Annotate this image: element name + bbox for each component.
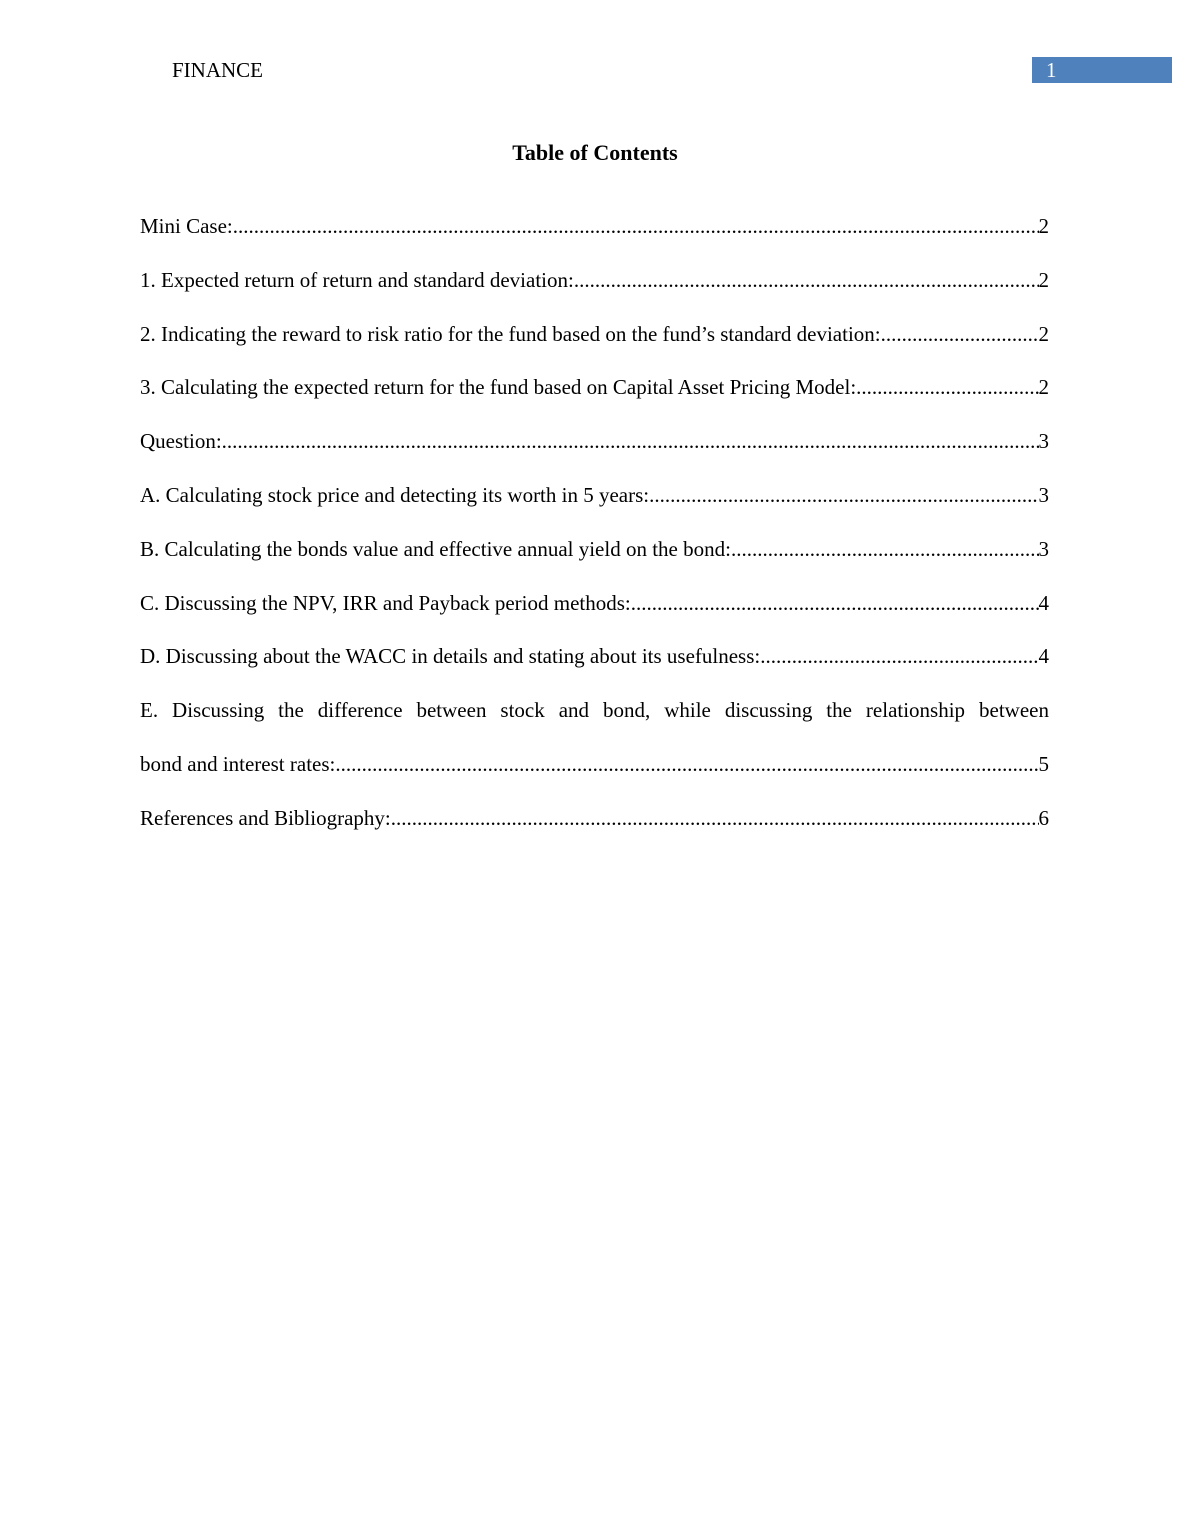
toc-dot-leader [881, 320, 1039, 348]
toc-dot-leader [233, 212, 1039, 240]
toc-entry-text: B. Calculating the bonds value and effective annual yield on the bond: [140, 536, 731, 561]
toc-entry-question[interactable] [140, 427, 1049, 481]
toc-dot-leader [391, 804, 1039, 832]
toc-entry-text: C. Discussing the NPV, IRR and Payback period methods: [140, 590, 631, 615]
toc-entry-text: 2. Indicating the reward to risk ratio for the fund based on the fund’s standard deviation: [140, 321, 881, 346]
toc-dot-leader [760, 642, 1038, 670]
toc-entry-npv-irr[interactable] [140, 589, 1049, 643]
toc-entry-text: bond and interest rates: [140, 751, 336, 776]
toc-entry-mini-case[interactable] [140, 212, 1049, 266]
toc-entry-text: References and Bibliography: [140, 805, 391, 830]
toc-dot-leader [631, 589, 1039, 617]
toc-heading: Table of Contents [512, 140, 678, 165]
toc-entry-page: 2 [1038, 375, 1049, 400]
toc-entry-page: 3 [1038, 536, 1049, 561]
toc-entry-stock-price[interactable] [140, 481, 1049, 535]
toc-dot-leader [649, 481, 1038, 509]
toc-entry-bonds-value[interactable] [140, 535, 1049, 589]
toc-entry-page: 2 [1038, 214, 1049, 238]
toc-entry-page: 5 [1038, 751, 1049, 776]
toc-dot-leader [856, 373, 1038, 401]
toc-entry-page: 3 [1038, 429, 1049, 454]
page-number: 1 [1046, 58, 1057, 82]
toc-entry-text: 3. Calculating the expected return for the fund based on Capital Asset Pricing Model: [140, 375, 857, 400]
toc-entry-page: 4 [1038, 644, 1049, 669]
table-of-contents [140, 212, 1049, 858]
toc-entry-wacc[interactable] [140, 642, 1049, 696]
toc-entry-stock-bond[interactable] [140, 750, 1049, 804]
page-number-badge [1032, 57, 1172, 83]
toc-entry-expected-return[interactable] [140, 266, 1049, 320]
toc-dot-leader [731, 535, 1039, 563]
toc-entry-text: Question: [140, 429, 222, 454]
toc-entry-text: Mini Case: [140, 214, 233, 238]
toc-entry-page: 4 [1038, 590, 1049, 615]
toc-entry-page: 2 [1038, 267, 1049, 292]
toc-entry-page: 6 [1038, 805, 1049, 830]
toc-dot-leader [335, 750, 1038, 778]
running-header-title: FINANCE [172, 58, 264, 82]
toc-entry-stock-bond-line1[interactable]: E. Discussing the difference between stock and bond, while discussing the relationship between [140, 698, 1049, 723]
toc-entry-page: 3 [1038, 482, 1049, 507]
toc-entry-text: 1. Expected return of return and standard deviation: [140, 267, 574, 292]
toc-entry-text: A. Calculating stock price and detecting its worth in 5 years: [140, 482, 650, 507]
toc-entry-capm[interactable] [140, 373, 1049, 427]
toc-entry-page: 2 [1038, 321, 1049, 346]
toc-entry-references[interactable] [140, 804, 1049, 858]
toc-entry-text: D. Discussing about the WACC in details and stating about its usefulness: [140, 644, 761, 669]
toc-dot-leader [222, 427, 1039, 455]
toc-dot-leader [574, 266, 1039, 294]
toc-entry-reward-to-risk[interactable] [140, 320, 1049, 374]
